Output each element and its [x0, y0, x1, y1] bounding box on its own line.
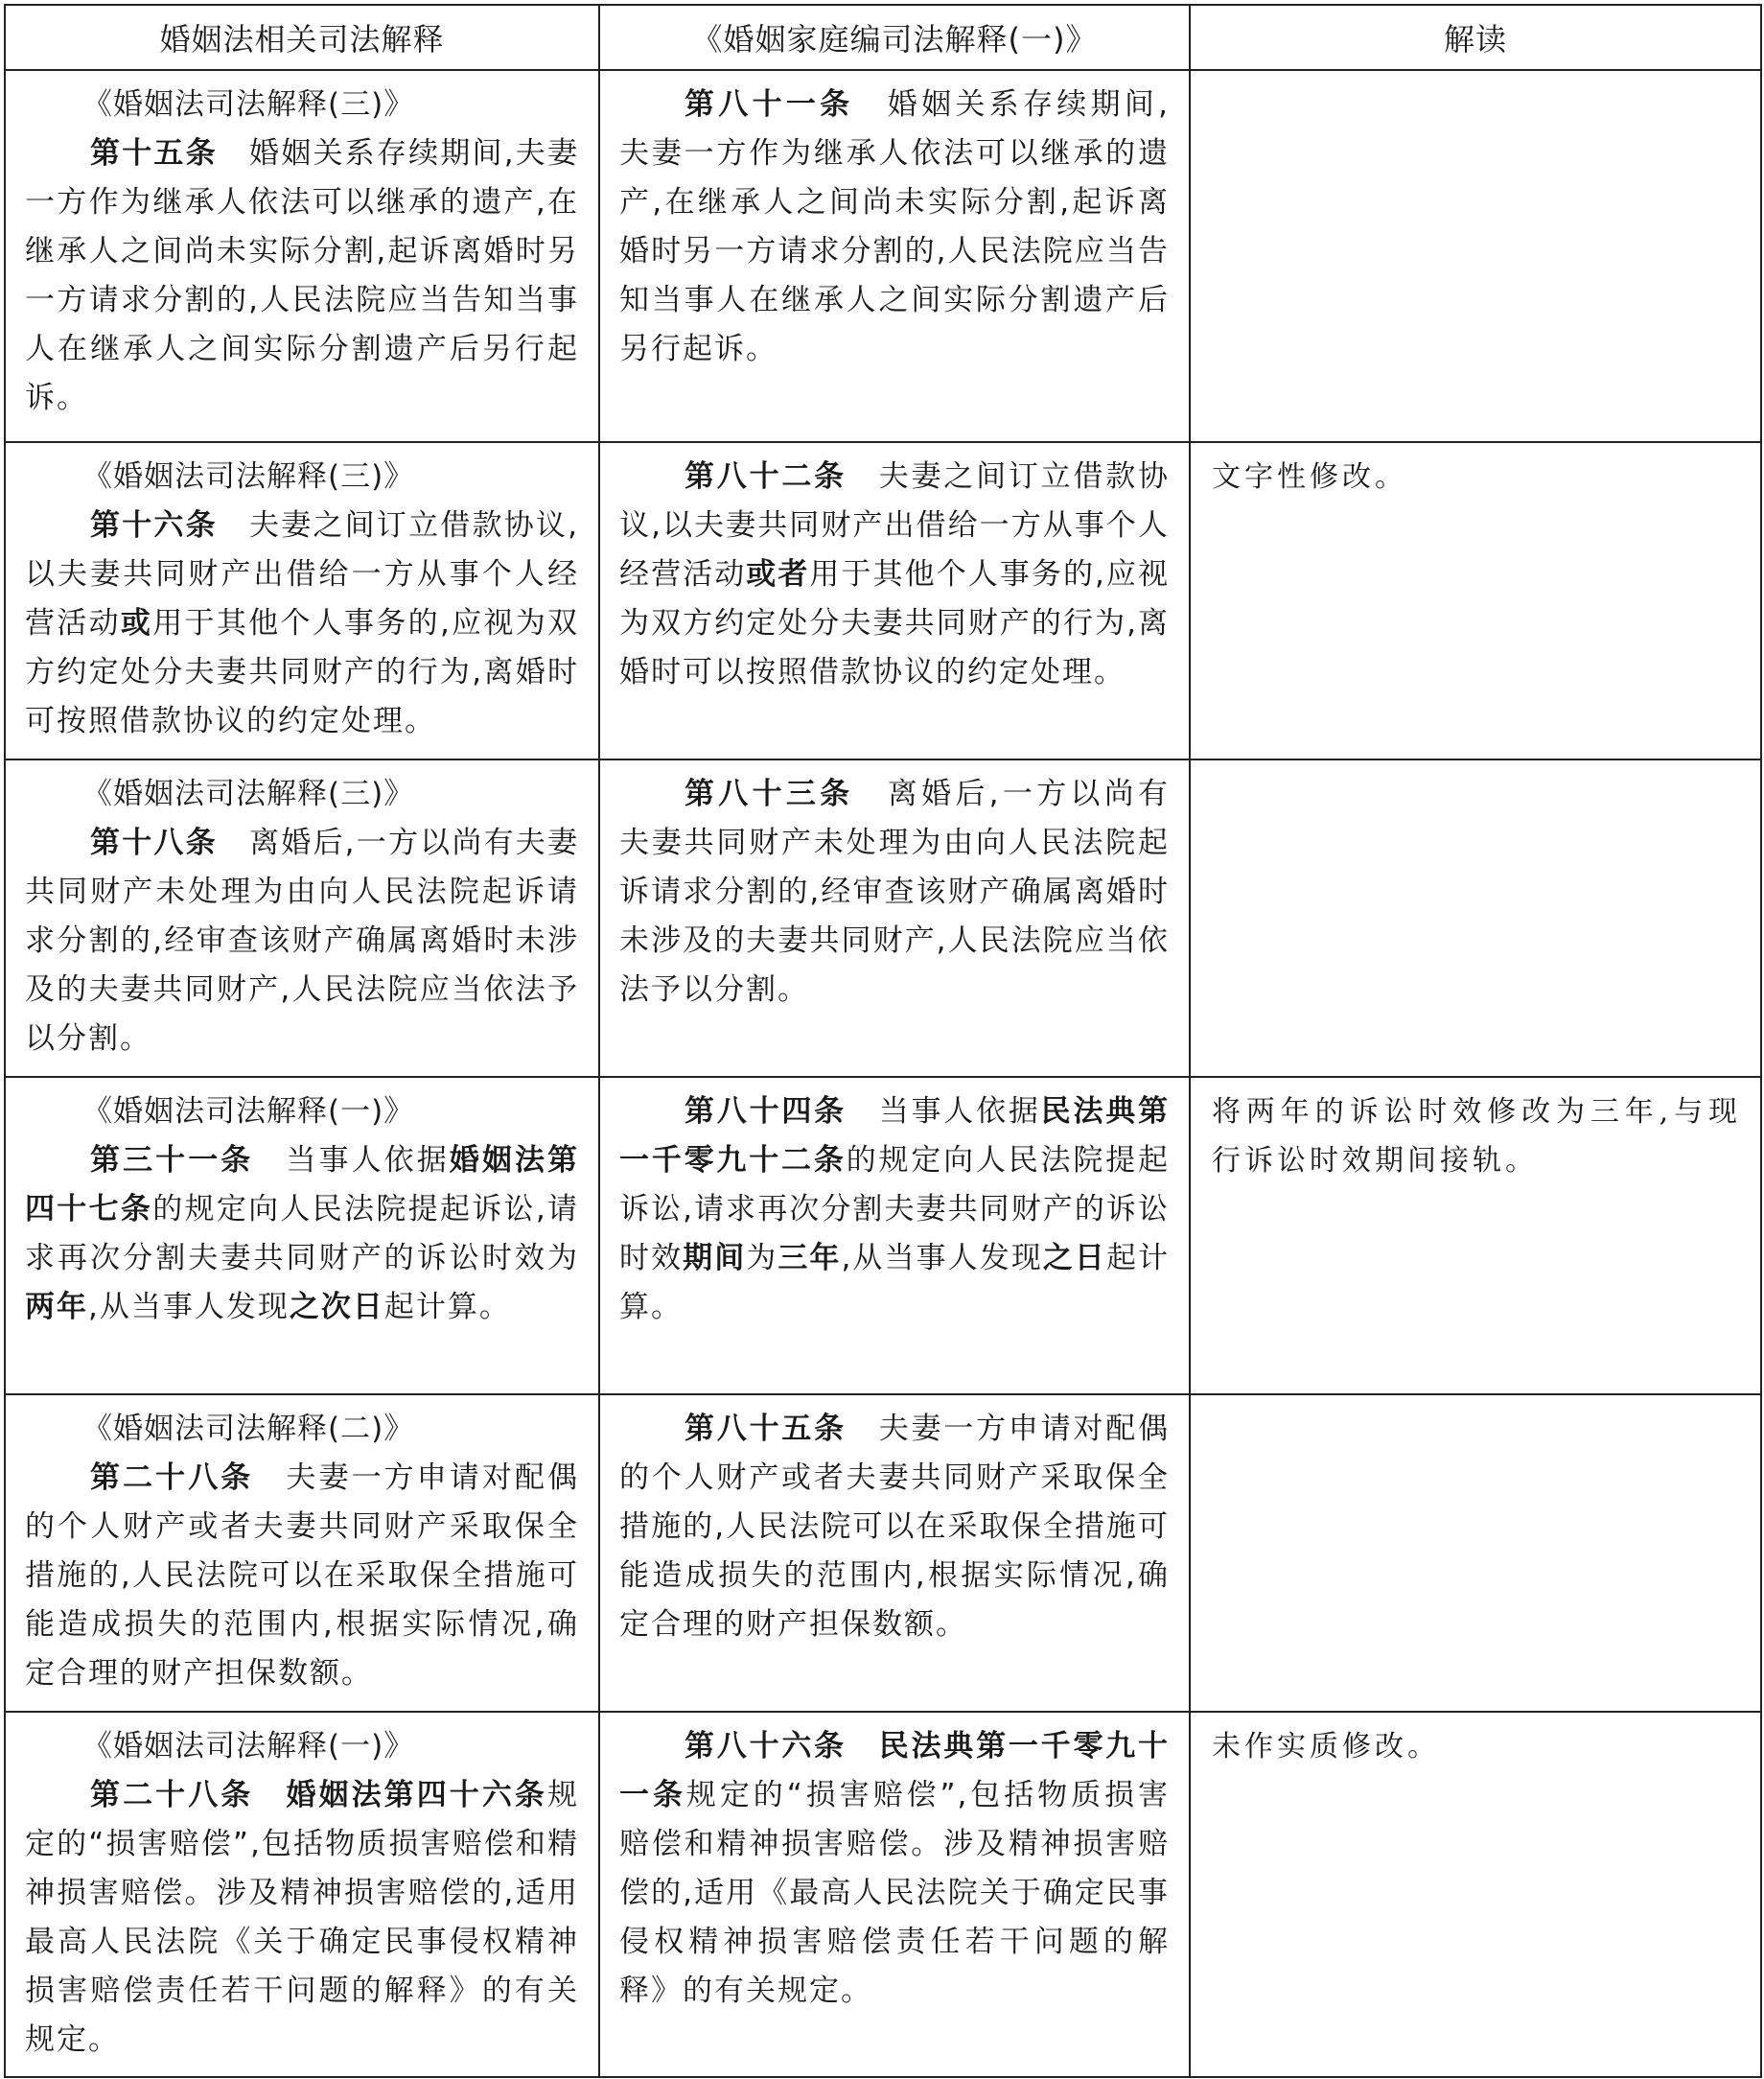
- commentary-cell: [1190, 1077, 1761, 1394]
- table-row: [5, 1077, 1761, 1394]
- old-source-title: 《婚姻法司法解释(三)》: [82, 87, 415, 122]
- changed-text: 或: [120, 606, 153, 641]
- article-body: 离婚后,一方以尚有夫妻共同财产未处理为由向人民法院起诉请求分割的,经审查该财产确属离婚时未涉及的夫妻共同财产,人民法院应当依法予以分割。: [619, 777, 1170, 1007]
- article-number: 第八十一条: [685, 87, 854, 122]
- article-body: [847, 1729, 879, 1764]
- changed-text: 民法典第一千零九十一条: [619, 1729, 1171, 1812]
- commentary-cell: [1190, 1394, 1761, 1712]
- article-number: 第三十一条: [90, 1143, 254, 1178]
- article-body: [253, 1778, 286, 1812]
- commentary-cell: [1190, 442, 1761, 759]
- article-number: 第八十三条: [685, 777, 854, 811]
- article-body: 夫妻之间订立借款协议,以夫妻共同财产出借给一方从事个人经营活动: [25, 508, 579, 641]
- article-number: 第十六条: [90, 508, 218, 543]
- commentary-text: 将两年的诉讼时效修改为三年,与现行诉讼时效期间接轨。: [1212, 1095, 1741, 1178]
- changed-text: 期间: [683, 1241, 747, 1275]
- old-article-text: [25, 1771, 579, 2065]
- header-commentary: 解读: [1190, 5, 1761, 70]
- changed-text: 三年: [778, 1241, 842, 1275]
- changed-text: 民法典第一千零九十二条: [619, 1094, 1171, 1178]
- article-number: 第十五条: [90, 136, 218, 171]
- header-old-interpretations: 婚姻法相关司法解释: [5, 5, 599, 70]
- new-article-cell: [599, 442, 1190, 759]
- commentary-cell: [1190, 1712, 1761, 2077]
- new-article-cell: [599, 1394, 1190, 1712]
- article-body: 用于其他个人事务的,应视为双方约定处分夫妻共同财产的行为,离婚时可按照借款协议的约定处理。: [25, 606, 580, 738]
- article-body: 起计算。: [619, 1241, 1171, 1324]
- old-article-text: [25, 129, 579, 423]
- new-article-text: [619, 1405, 1170, 1649]
- changed-text: 之次日: [289, 1290, 384, 1324]
- article-body: 起计算。: [383, 1290, 511, 1324]
- article-body: ,从当事人发现: [841, 1241, 1043, 1275]
- article-body: 为: [746, 1241, 778, 1275]
- commentary-cell: [1190, 70, 1761, 442]
- table-row: [5, 759, 1761, 1077]
- article-body: 的规定向人民法院提起诉讼,请求再次分割夫妻共同财产的诉讼时效: [619, 1143, 1170, 1275]
- old-source-title: 《婚姻法司法解释(一)》: [82, 1094, 415, 1129]
- article-body: 夫妻之间订立借款协议,以夫妻共同财产出借给一方从事个人经营活动: [619, 459, 1171, 592]
- article-body: 婚姻关系存续期间,夫妻一方作为继承人依法可以继承的遗产,在继承人之间尚未实际分割,起诉离婚时另一方请求分割的,人民法院应当告知当事人在继承人之间实际分割遗产后另行起诉。: [25, 136, 579, 415]
- article-body: 的规定向人民法院提起诉讼,请求再次分割夫妻共同财产的诉讼时效为: [25, 1192, 580, 1275]
- article-number: 第二十八条: [90, 1778, 254, 1812]
- new-article-text: [619, 1087, 1170, 1332]
- old-source-title: 《婚姻法司法解释(三)》: [82, 777, 415, 811]
- article-body: 当事人依据: [846, 1094, 1041, 1129]
- old-source-title: 《婚姻法司法解释(三)》: [82, 459, 415, 494]
- old-source-title: 《婚姻法司法解释(一)》: [82, 1729, 415, 1764]
- old-article-text: [25, 1454, 579, 1698]
- old-article-cell: [5, 759, 599, 1077]
- article-body: ,从当事人发现: [88, 1290, 290, 1324]
- new-article-text: [619, 453, 1170, 697]
- comparison-table: [4, 4, 1762, 2078]
- new-article-text: [619, 81, 1170, 374]
- article-number: 第二十八条: [90, 1460, 254, 1495]
- commentary-text: 文字性修改。: [1212, 460, 1407, 494]
- changed-text: 婚姻法第四十六条: [286, 1778, 548, 1812]
- changed-text: 之日: [1042, 1241, 1106, 1275]
- old-article-cell: [5, 1077, 599, 1394]
- article-number: 第八十六条: [685, 1729, 847, 1764]
- new-article-cell: [599, 70, 1190, 442]
- table-header-row: [5, 5, 1761, 70]
- new-article-cell: [599, 759, 1190, 1077]
- new-article-cell: [599, 1712, 1190, 2077]
- article-body: 规定的“损害赔偿”,包括物质损害赔偿和精神损害赔偿。涉及精神损害赔偿的,适用最高人民法院《关于确定民事侵权精神损害赔偿责任若干问题的解释》的有关规定。: [25, 1778, 580, 2057]
- article-body: 离婚后,一方以尚有夫妻共同财产未处理为由向人民法院起诉请求分割的,经审查该财产确属离婚时未涉及的夫妻共同财产,人民法院应当依法予以分割。: [25, 826, 579, 1056]
- table-row: [5, 70, 1761, 442]
- article-body: 用于其他个人事务的,应视为双方约定处分夫妻共同财产的行为,离婚时可以按照借款协议的约定处理。: [619, 557, 1171, 689]
- old-article-cell: [5, 1394, 599, 1712]
- old-article-text: [25, 502, 579, 746]
- article-body: 夫妻一方申请对配偶的个人财产或者夫妻共同财产采取保全措施的,人民法院可以在采取保全措施可能造成损失的范围内,根据实际情况,确定合理的财产担保数额。: [25, 1460, 580, 1691]
- old-article-text: [25, 819, 579, 1063]
- new-article-text: [619, 1722, 1170, 2016]
- table-row: [5, 442, 1761, 759]
- table-row: [5, 1394, 1761, 1712]
- header-new-interpretation: 《婚姻家庭编司法解释(一)》: [599, 5, 1190, 70]
- article-number: 第八十四条: [685, 1094, 847, 1129]
- old-article-cell: [5, 70, 599, 442]
- article-number: 第八十二条: [685, 459, 847, 494]
- article-number: 第十八条: [90, 826, 218, 860]
- old-article-cell: [5, 442, 599, 759]
- new-article-cell: [599, 1077, 1190, 1394]
- changed-text: 或者: [746, 557, 810, 592]
- changed-text: 两年: [25, 1290, 88, 1324]
- article-body: 婚姻关系存续期间,夫妻一方作为继承人依法可以继承的遗产,在继承人之间尚未实际分割,起诉离婚时另一方请求分割的,人民法院应当告知当事人在继承人之间实际分割遗产后另行起诉。: [619, 87, 1170, 366]
- changed-text: 婚姻法第四十七条: [25, 1143, 580, 1226]
- old-source-title: 《婚姻法司法解释(二)》: [82, 1412, 415, 1446]
- article-body: 夫妻一方申请对配偶的个人财产或者夫妻共同财产采取保全措施的,人民法院可以在采取保全措施可能造成损失的范围内,根据实际情况,确定合理的财产担保数额。: [619, 1412, 1171, 1642]
- article-number: 第八十五条: [685, 1412, 847, 1446]
- commentary-text: 未作实质修改。: [1212, 1730, 1440, 1764]
- article-body: 当事人依据: [253, 1143, 450, 1178]
- old-article-cell: [5, 1712, 599, 2077]
- table-row: [5, 1712, 1761, 2077]
- new-article-text: [619, 770, 1170, 1015]
- article-body: 规定的“损害赔偿”,包括物质损害赔偿和精神损害赔偿。涉及精神损害赔偿的,适用《最高人民法院关于确定民事侵权精神损害赔偿责任若干问题的解释》的有关规定。: [619, 1778, 1171, 2008]
- commentary-cell: [1190, 759, 1761, 1077]
- old-article-text: [25, 1136, 579, 1332]
